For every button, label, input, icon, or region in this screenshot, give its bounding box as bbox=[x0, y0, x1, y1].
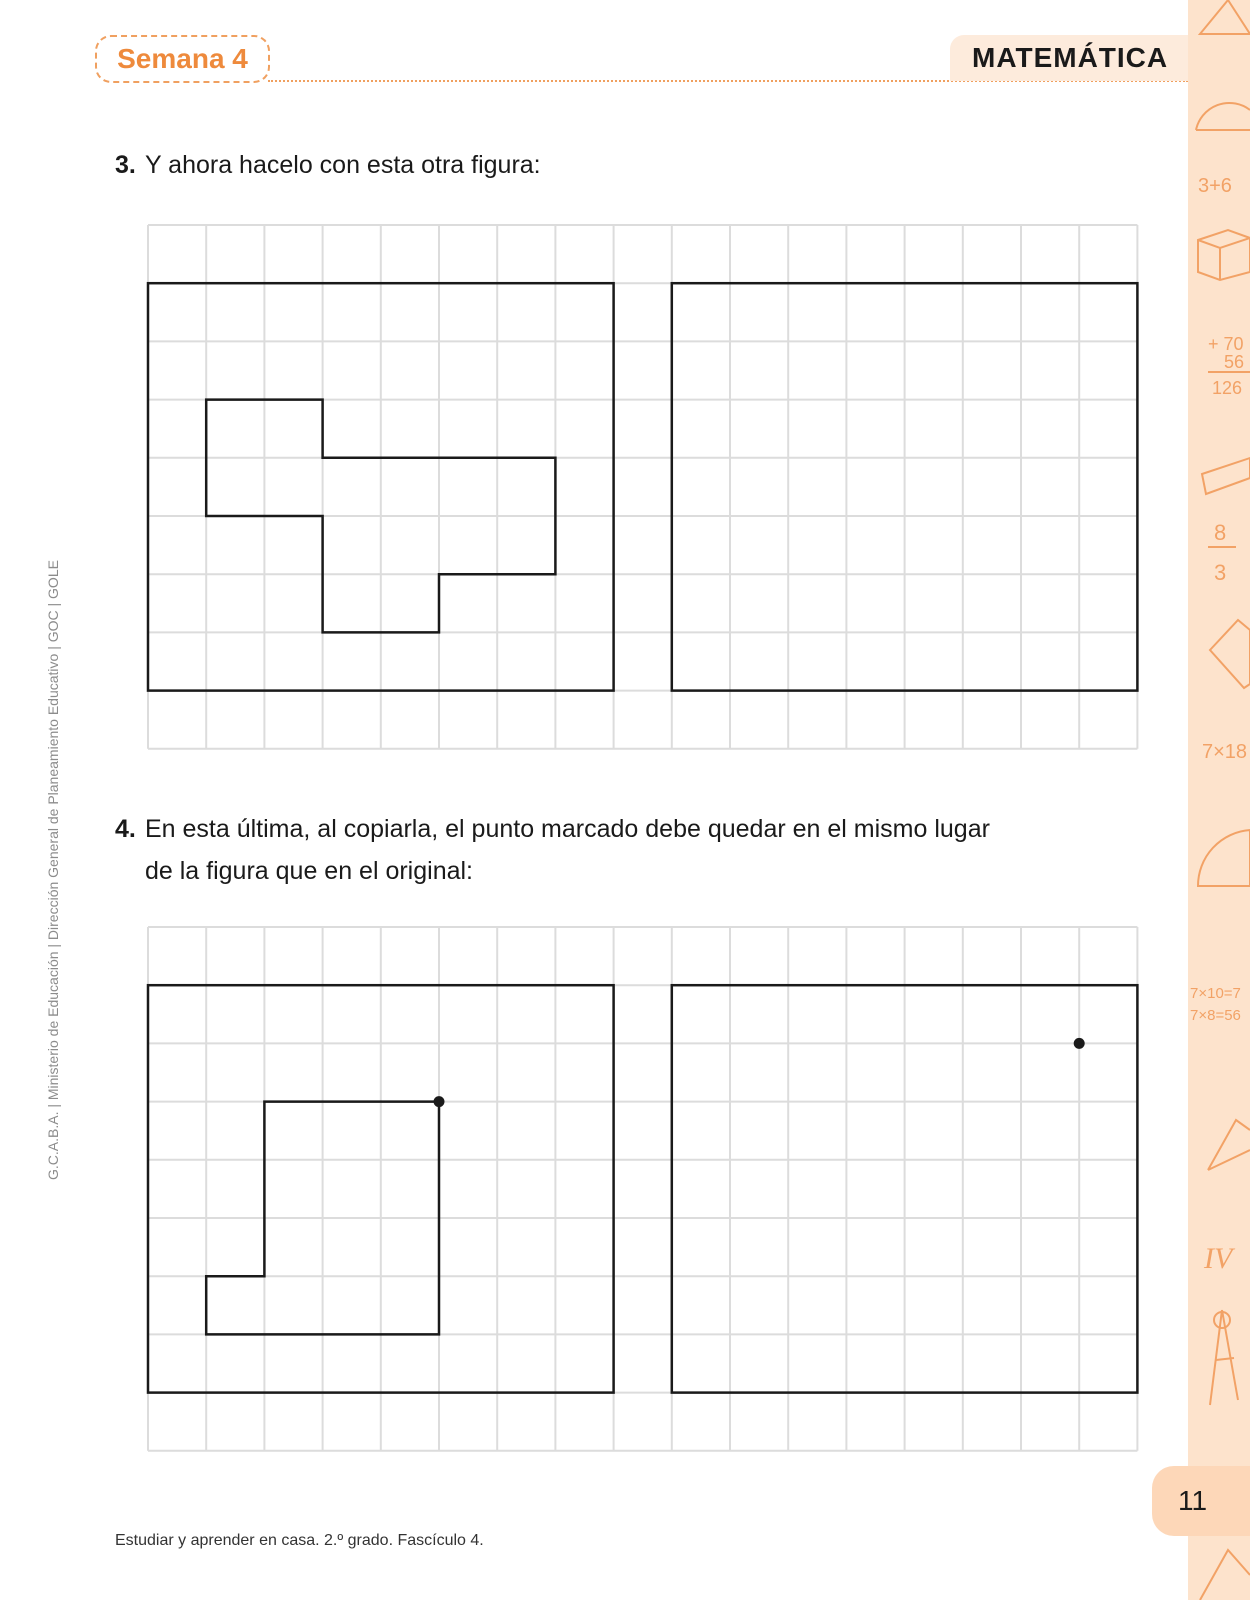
decoration-equation2-text: 7×8=56 bbox=[1190, 1007, 1241, 1024]
exercise-3-number: 3. bbox=[115, 151, 136, 179]
exercise-3-text: Y ahora hacelo con esta otra figura: bbox=[145, 151, 541, 179]
page-number: 11 bbox=[1152, 1466, 1250, 1536]
decoration-denominator-text: 3 bbox=[1214, 560, 1227, 585]
decoration-sum-text: 3+6 bbox=[1198, 175, 1232, 197]
decoration-numerator-text: 8 bbox=[1214, 520, 1227, 545]
footer-text: Estudiar y aprender en casa. 2.º grado. Fascículo 4. bbox=[115, 1532, 484, 1549]
copy-marked-point bbox=[1074, 1038, 1085, 1049]
decoration-roman-numeral-text: IV bbox=[1204, 1242, 1233, 1275]
exercise-3-grid bbox=[148, 225, 1137, 749]
decoration-total-text: 126 bbox=[1212, 378, 1243, 398]
subject-title: MATEMÁTICA bbox=[950, 35, 1188, 81]
decoration-addend1-text: + 70 bbox=[1208, 334, 1244, 354]
exercise-4-grid bbox=[148, 927, 1137, 1451]
decoration-product-text: 7×18 bbox=[1202, 741, 1248, 763]
week-label: Semana 4 bbox=[95, 35, 270, 83]
exercise-4-number: 4. bbox=[115, 815, 136, 843]
exercise-4-text-line2: de la figura que en el original: bbox=[145, 857, 474, 885]
decoration-addend2-text: 56 bbox=[1224, 352, 1245, 372]
original-marked-point bbox=[434, 1096, 445, 1107]
decoration-equation1-text: 7×10=7 bbox=[1190, 985, 1241, 1002]
exercise-4-text-line1: En esta última, al copiarla, el punto marcado debe quedar en el mismo lugar bbox=[145, 815, 990, 843]
vertical-credit-text: G.C.A.B.A. | Ministerio de Educación | Dirección General de Planeamiento Educativo | GOC | GOLE bbox=[45, 560, 61, 1180]
